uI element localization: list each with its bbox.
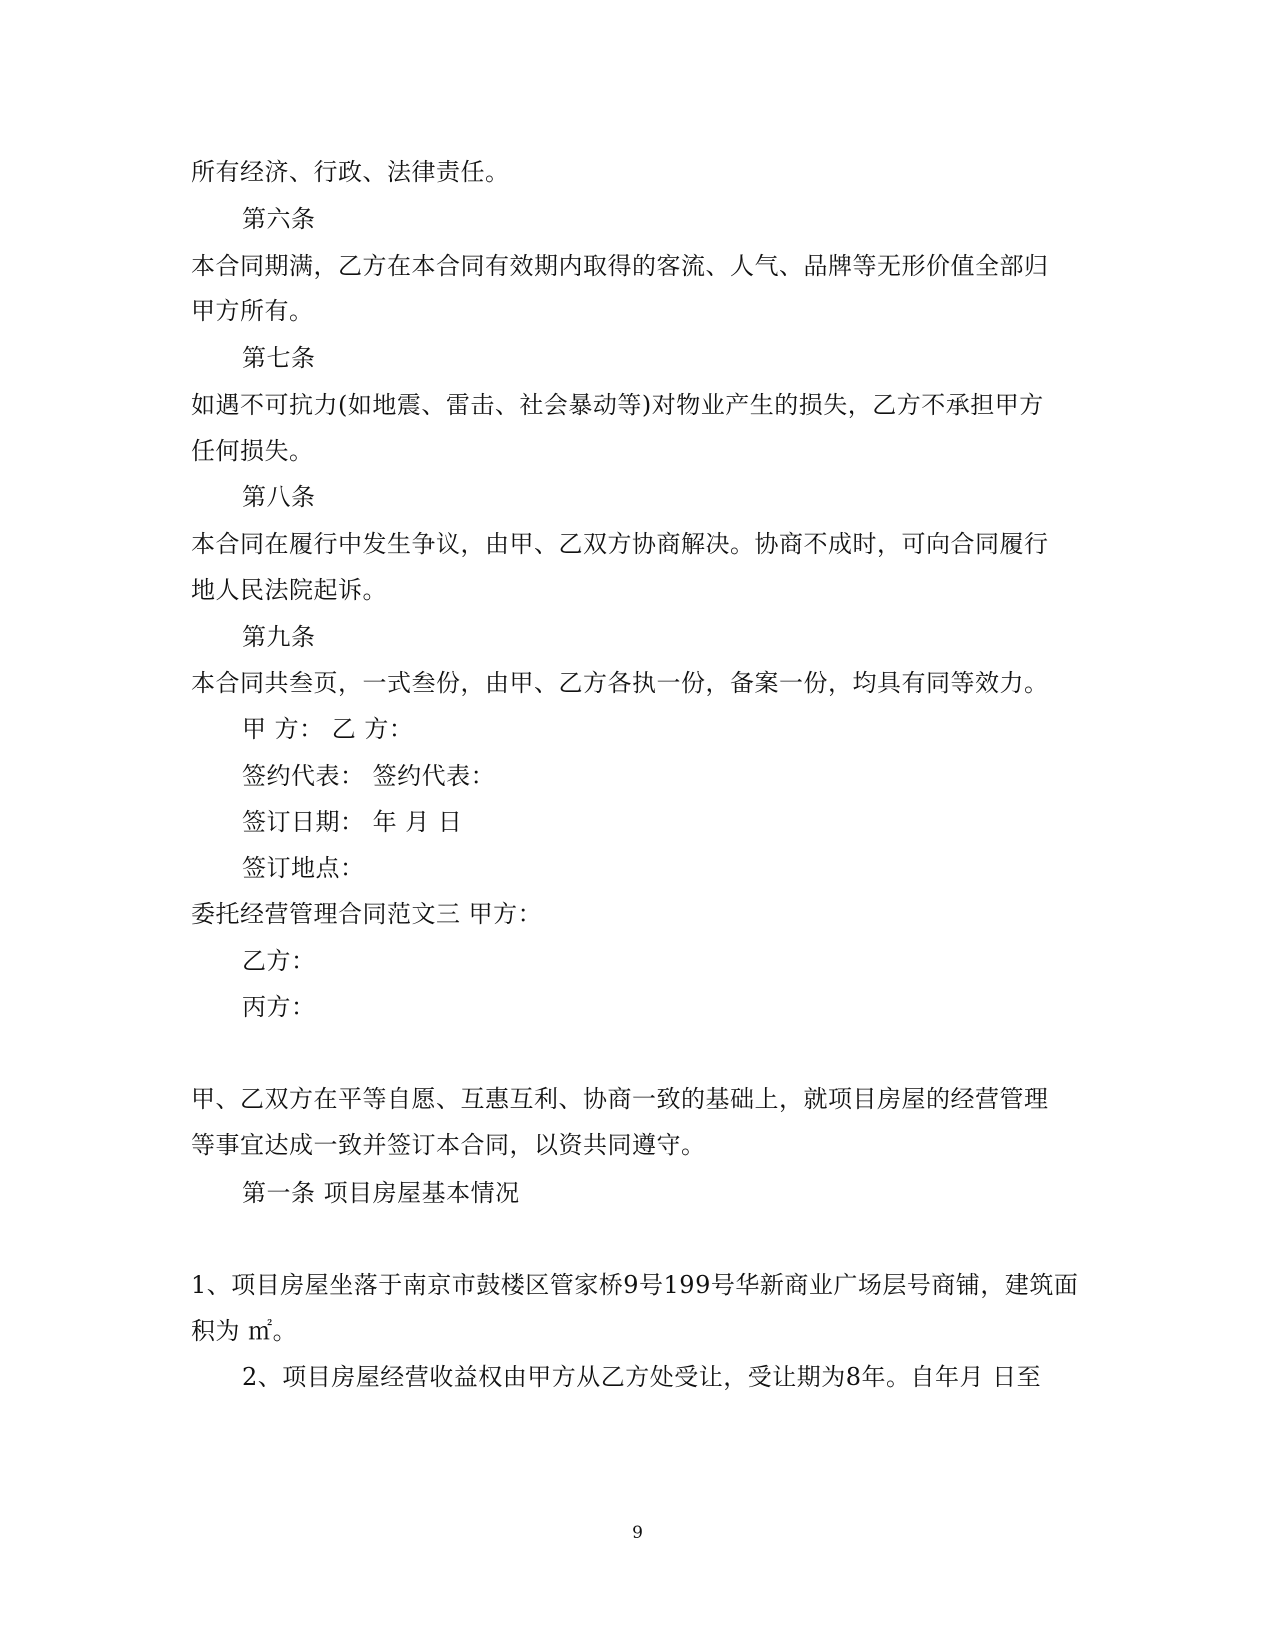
text-line: 任何损失。 xyxy=(191,437,314,465)
article-heading: 第七条 xyxy=(242,344,316,372)
text-line: 积为 ㎡。 xyxy=(191,1317,298,1345)
article-heading: 第八条 xyxy=(242,483,316,511)
text-line: 本合同在履行中发生争议，由甲、乙双方协商解决。协商不成时，可向合同履行 xyxy=(191,530,1049,558)
text-line: 本合同期满，乙方在本合同有效期内取得的客流、人气、品牌等无形价值全部归 xyxy=(191,252,1049,280)
page-number: 9 xyxy=(632,1523,643,1543)
text-line: 所有经济、行政、法律责任。 xyxy=(191,158,510,186)
text-line: 1、项目房屋坐落于南京市鼓楼区管家桥9号199号华新商业广场层号商铺，建筑面 xyxy=(191,1271,1079,1299)
signature-party-line: 甲 方： 乙 方： xyxy=(242,715,414,743)
text-line: 本合同共叁页，一式叁份，由甲、乙方各执一份，备案一份，均具有同等效力。 xyxy=(191,669,1049,697)
signature-date-line: 签订日期： 年 月 日 xyxy=(242,808,463,836)
text-line: 等事宜达成一致并签订本合同，以资共同遵守。 xyxy=(191,1131,706,1159)
party-c-line: 丙方： xyxy=(242,993,316,1021)
text-line: 甲方所有。 xyxy=(191,297,314,325)
signature-representative-line: 签约代表： 签约代表： xyxy=(242,762,496,790)
section-title-line: 委托经营管理合同范文三 甲方： xyxy=(191,900,543,928)
article-heading: 第六条 xyxy=(242,205,316,233)
text-line: 2、项目房屋经营收益权由甲方从乙方处受让，受让期为8年。自年月 日至 xyxy=(242,1363,1042,1391)
text-line: 地人民法院起诉。 xyxy=(191,576,387,604)
text-line: 甲、乙双方在平等自愿、互惠互利、协商一致的基础上，就项目房屋的经营管理 xyxy=(191,1085,1049,1113)
text-line: 如遇不可抗力(如地震、雷击、社会暴动等)对物业产生的损失，乙方不承担甲方 xyxy=(191,391,1044,419)
signature-place-line: 签订地点： xyxy=(242,854,365,882)
article-heading: 第一条 项目房屋基本情况 xyxy=(242,1179,520,1207)
article-heading: 第九条 xyxy=(242,623,316,651)
party-b-line: 乙方： xyxy=(242,947,316,975)
